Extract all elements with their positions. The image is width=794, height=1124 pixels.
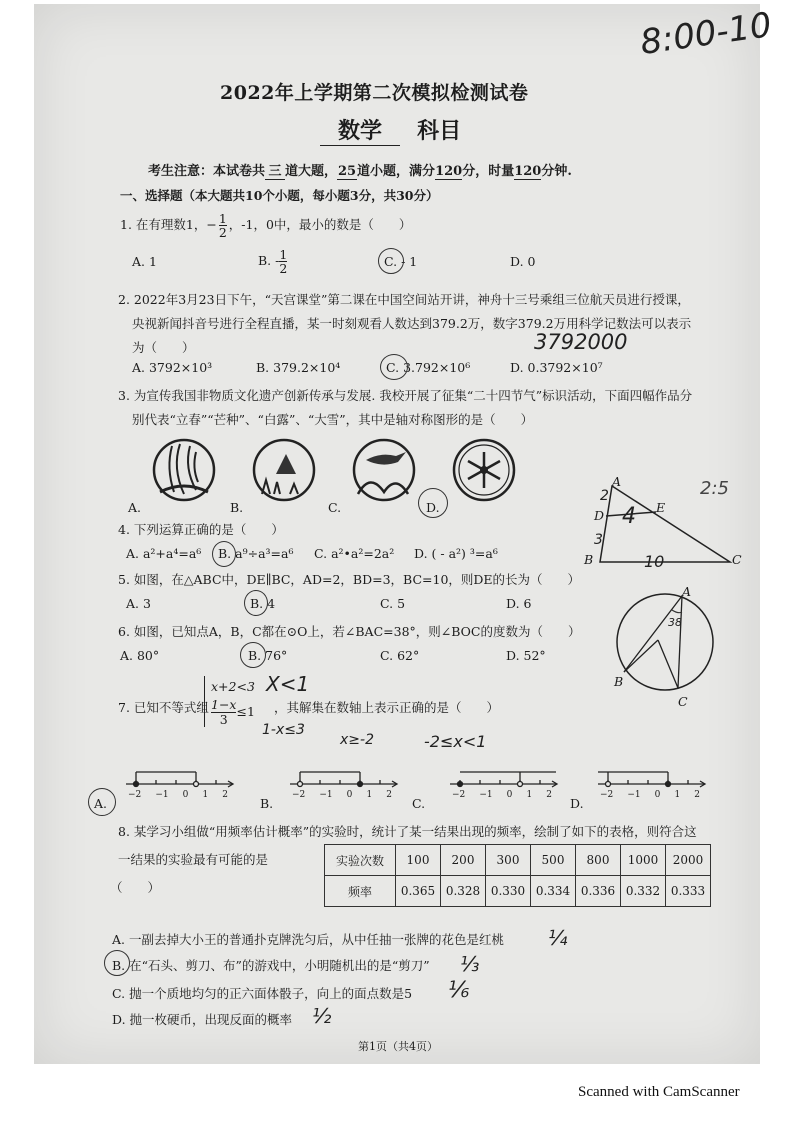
handwritten-ratio: 2:5 <box>700 478 729 499</box>
q6-circle-figure <box>610 588 720 700</box>
q8-option-b: B. 在“石头、剪刀、布”的游戏中，小明随机出的是“剪刀” <box>112 958 430 973</box>
tick-c-0: −2 <box>452 790 466 800</box>
q7-option-a: A. <box>94 796 108 811</box>
table-cell: 800 <box>576 845 621 876</box>
q1-stem-text: 1. 在有理数1，− <box>120 217 217 232</box>
q1-stem-tail: ，-1，0中，最小的数是（ ） <box>228 217 412 232</box>
q2-option-b: B. 379.2×10⁴ <box>256 360 341 375</box>
table-cell: 0.365 <box>396 876 441 907</box>
table-cell: 0.336 <box>576 876 621 907</box>
q1-opt-b-num: 1 <box>279 247 288 262</box>
notice-minutes: 120 <box>514 164 542 179</box>
notice-a: 本试卷共 <box>213 164 266 179</box>
notice-label: 考生注意： <box>148 164 214 179</box>
q4-stem: 4. 下列运算正确的是（ ） <box>118 522 284 537</box>
q8-option-c: C. 抛一个质地均匀的正六面体骰子，向上的面点数是5 <box>112 986 413 1001</box>
q7-ineq2 <box>211 698 255 727</box>
q2-handwritten: 3792000 <box>534 330 628 354</box>
notice-b: 道大题， <box>285 164 338 179</box>
table-cell: 0.330 <box>486 876 531 907</box>
q2-option-d: D. 0.3792×10⁷ <box>510 360 603 375</box>
q1-option-a: A. 1 <box>132 254 157 269</box>
q7-ineq1: x+2<3 <box>211 679 255 694</box>
tick-a-2: 0 <box>182 790 189 800</box>
q5-option-d: D. 6 <box>506 596 532 611</box>
tick-a-4: 2 <box>222 790 228 800</box>
q2-option-c: C. 3.792×10⁶ <box>386 360 471 375</box>
tick-d-3: 1 <box>674 790 681 800</box>
q5-hw-bd: 3 <box>594 532 603 548</box>
table-header-frequency: 频率 <box>325 876 396 907</box>
tick-c-1: −1 <box>479 790 493 800</box>
q7-hw4: -2≤x<1 <box>424 732 487 751</box>
q7-answer-circle <box>88 788 116 816</box>
q7-hw1: X<1 <box>266 672 310 696</box>
table-cell: 100 <box>396 845 441 876</box>
q2-line2: 央视新闻抖音号进行全程直播，某一时刻观看人数达到379.2万，数字379.2万用科学记数法可以表示 <box>132 316 692 331</box>
q4-option-d: D. ( - a²) ³=a⁶ <box>414 546 498 561</box>
q8-hw-a: ¼ <box>548 926 568 950</box>
q3-line2: 别代表“立春”“芒种”、“白露”、“大雪”，其中是轴对称图形的是（ ） <box>132 412 534 427</box>
notice-d: 分，时量 <box>462 164 515 179</box>
handwritten-time: 8:00-10 <box>637 5 775 63</box>
notice-e: 分钟. <box>541 164 572 179</box>
q6-answer-circle <box>240 642 266 668</box>
q5-fig-label-b: B <box>584 552 594 567</box>
q7-inequality-system <box>204 676 255 727</box>
number-line-d-ticks <box>600 790 700 800</box>
q8-hw-b: ⅓ <box>460 952 480 976</box>
table-cell: 2000 <box>666 845 711 876</box>
tick-b-4: 2 <box>386 790 392 800</box>
notice-score: 120 <box>435 164 463 179</box>
q7-ineq2-den: 3 <box>219 712 228 727</box>
subject-name: 数学 <box>320 114 400 146</box>
scanner-watermark: Scanned with CamScanner <box>578 1084 740 1100</box>
exam-title: 2022年上学期第二次模拟检测试卷 <box>220 82 529 104</box>
q6-option-d: D. 52° <box>506 648 546 663</box>
tick-d-0: −2 <box>600 790 614 800</box>
q7-hw3: x≥-2 <box>340 732 374 748</box>
q7-prefix: 7. 已知不等式组 <box>118 700 209 715</box>
notice-c: 道小题，满分 <box>357 164 436 179</box>
q7-ineq2-rel: ≤1 <box>236 704 255 719</box>
image-daxue <box>454 440 514 500</box>
q1-option-d: D. 0 <box>510 254 536 269</box>
notice-big-count: 三 <box>265 160 285 180</box>
q1-option-b <box>258 248 287 275</box>
tick-b-3: 1 <box>366 790 373 800</box>
table-cell: 200 <box>441 845 486 876</box>
table-cell: 1000 <box>621 845 666 876</box>
q1-option-c: C. - 1 <box>384 254 418 269</box>
table-header-trials: 实验次数 <box>325 845 396 876</box>
q4-answer-circle <box>212 541 236 567</box>
q3-label-c: C. <box>328 500 342 515</box>
q8-line1: 8. 某学习小组做“用频率估计概率”的实验时，统计了某一结果出现的频率，绘制了如下的表格，则符合这 <box>118 824 697 839</box>
number-line-a <box>126 772 233 787</box>
q1-answer-circle <box>378 248 404 274</box>
q8-option-d: D. 抛一枚硬币，出现反面的概率 <box>112 1012 293 1027</box>
q4-option-c: C. a²•a²=2a² <box>314 546 395 561</box>
q8-hw-c: ⅙ <box>448 978 470 1003</box>
q1-opt-b-den: 2 <box>279 261 288 276</box>
q6-fig-label-c: C <box>678 694 688 709</box>
number-line-b <box>290 772 397 787</box>
q5-hw-de: 4 <box>622 504 636 529</box>
q5-fig-label-d: D <box>594 508 605 523</box>
section1-heading: 一、选择题（本大题共10个小题，每小题3分，共30分） <box>120 188 439 203</box>
image-lichun <box>154 440 214 500</box>
table-cell: 0.332 <box>621 876 666 907</box>
table-cell: 300 <box>486 845 531 876</box>
q2-answer-circle <box>380 354 408 380</box>
exam-notice <box>148 160 572 180</box>
q5-answer-circle <box>244 590 268 616</box>
tick-c-4: 2 <box>546 790 552 800</box>
q1-opt-b-prefix: B. - <box>258 253 280 268</box>
q6-stem: 6. 如图，已知点A，B，C都在⊙O上，若∠BAC=38°，则∠BOC的度数为（ ） <box>118 624 581 639</box>
q3-line1: 3. 为宣传我国非物质文化遗产创新传承与发展. 我校开展了征集“二十四节气”标识活动，下面四幅作品分 <box>118 388 693 403</box>
number-line-b-ticks <box>292 790 392 800</box>
table-row <box>325 876 711 907</box>
q1-stem <box>120 212 411 239</box>
table-cell: 0.328 <box>441 876 486 907</box>
q3-label-d: D. <box>426 500 440 515</box>
q2-line3: 为（ ） <box>132 340 195 355</box>
q1-opt-b-fraction <box>279 248 287 275</box>
q5-fig-label-e: E <box>656 500 666 515</box>
tick-b-1: −1 <box>319 790 333 800</box>
tick-a-1: −1 <box>155 790 169 800</box>
q7-hw2: 1-x≤3 <box>262 722 305 738</box>
q7-ineq2-fraction <box>211 698 236 727</box>
table-cell: 0.333 <box>666 876 711 907</box>
page-number: 第1页（共4页） <box>358 1040 438 1053</box>
tick-d-1: −1 <box>627 790 641 800</box>
number-line-c <box>450 772 557 787</box>
subject-line <box>320 114 461 146</box>
q5-option-c: C. 5 <box>380 596 406 611</box>
q6-option-c: C. 62° <box>380 648 420 663</box>
q3-label-b: B. <box>230 500 244 515</box>
tick-a-0: −2 <box>128 790 142 800</box>
table-cell: 0.334 <box>531 876 576 907</box>
q7-option-d: D. <box>570 796 584 811</box>
tick-b-0: −2 <box>292 790 306 800</box>
q8-line3: （ ） <box>110 880 161 895</box>
q6-option-a: A. 80° <box>120 648 160 663</box>
q3-answer-circle <box>418 488 448 518</box>
q8-hw-d: ½ <box>312 1004 332 1028</box>
q5-fig-label-a: A <box>612 474 622 489</box>
tick-d-2: 0 <box>654 790 661 800</box>
q3-solar-term-images <box>150 434 520 510</box>
q6-fig-label-b: B <box>614 674 624 689</box>
table-cell: 500 <box>531 845 576 876</box>
image-mangzhong <box>254 440 314 500</box>
number-line-a-ticks <box>128 790 228 800</box>
q8-frequency-table <box>324 844 711 907</box>
q8-answer-circle <box>104 950 130 976</box>
q6-fig-label-a: A <box>682 584 692 599</box>
tick-a-3: 1 <box>202 790 209 800</box>
table-row <box>325 845 711 876</box>
q5-hw-bc: 10 <box>644 552 665 571</box>
q5-option-a: A. 3 <box>126 596 151 611</box>
q7-option-c: C. <box>412 796 426 811</box>
tick-c-3: 1 <box>526 790 533 800</box>
image-bailu <box>354 440 414 500</box>
q1-frac-den: 2 <box>218 225 227 240</box>
q5-fig-label-c: C <box>732 552 742 567</box>
q5-stem: 5. 如图，在△ABC中，DE∥BC，AD=2，BD=3，BC=10，则DE的长为（ ） <box>118 572 581 587</box>
q7-option-b: B. <box>260 796 274 811</box>
q3-label-a: A. <box>128 500 142 515</box>
tick-b-2: 0 <box>346 790 353 800</box>
q5-hw-ad: 2 <box>600 488 609 504</box>
q2-line1: 2. 2022年3月23日下午，“天宫课堂”第二课在中国空间站开讲，神舟十三号乘组三位航天员进行授课， <box>118 292 690 307</box>
tick-c-2: 0 <box>506 790 513 800</box>
q1-frac-num: 1 <box>218 211 227 226</box>
q1-fraction <box>219 212 227 239</box>
q8-line2: 一结果的实验最有可能的是 <box>118 852 269 867</box>
q6-hw-angle: 38 <box>668 616 682 629</box>
q5-option-b: B. 4 <box>250 596 276 611</box>
q4-option-b: B. a⁹÷a³=a⁶ <box>218 546 294 561</box>
q6-option-b: B. 76° <box>248 648 288 663</box>
q7-ineq2-num: 1−x <box>211 697 237 712</box>
number-line-c-ticks <box>452 790 552 800</box>
q8-option-a: A. 一副去掉大小王的普通扑克牌洗匀后，从中任抽一张牌的花色是红桃 <box>112 932 504 947</box>
q4-option-a: A. a²+a⁴=a⁶ <box>126 546 202 561</box>
q7-suffix: ，其解集在数轴上表示正确的是（ ） <box>274 700 500 715</box>
q2-option-a: A. 3792×10³ <box>132 360 213 375</box>
notice-small-count: 25 <box>338 164 357 179</box>
tick-d-4: 2 <box>694 790 700 800</box>
number-line-d <box>598 772 705 787</box>
subject-suffix: 科目 <box>417 118 462 144</box>
